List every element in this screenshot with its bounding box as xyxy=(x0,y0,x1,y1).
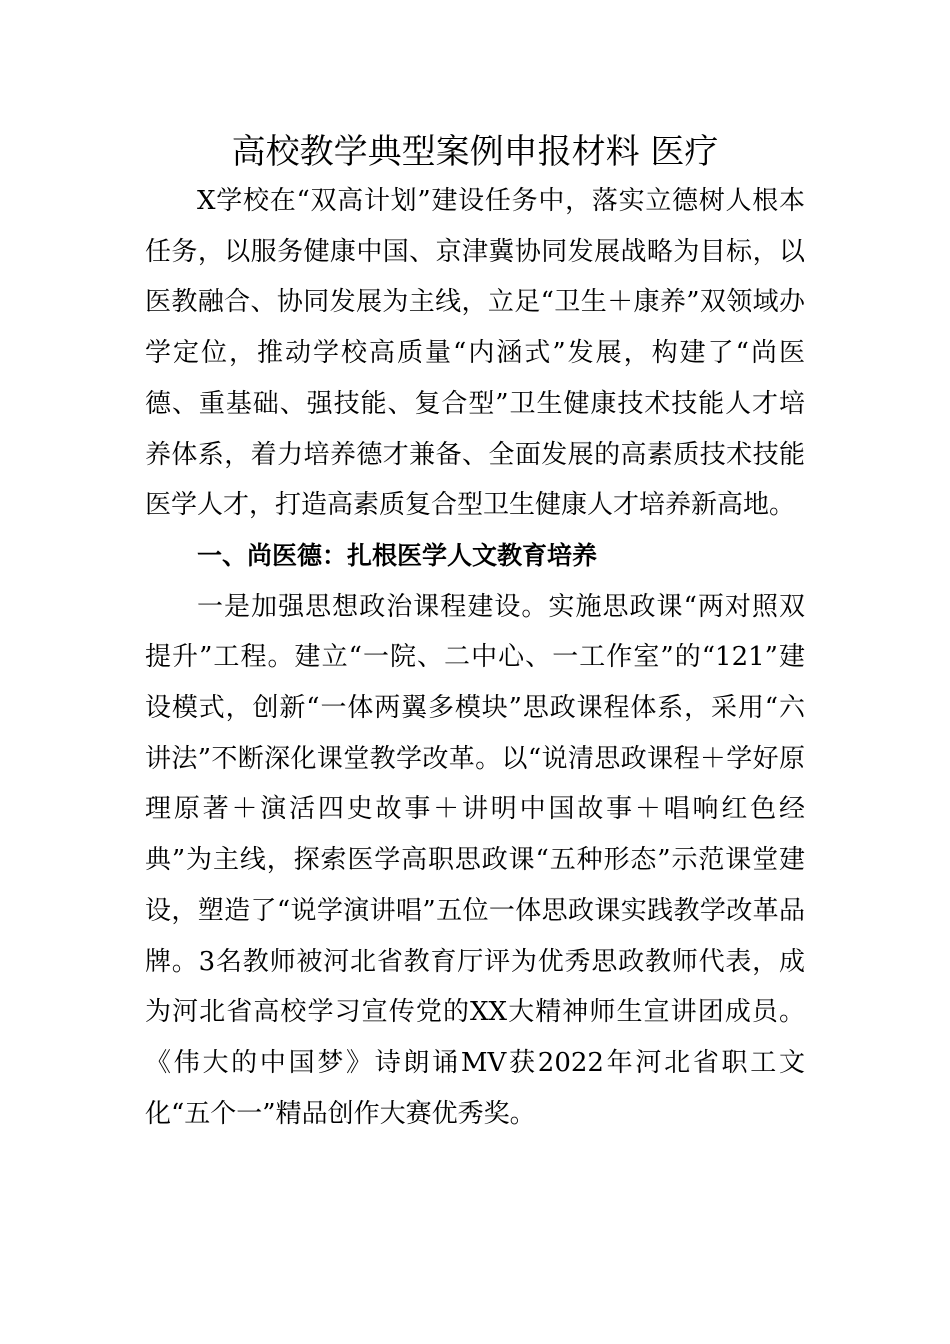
section-heading: 一、尚医德：扎根医学人文教育培养 xyxy=(197,540,598,570)
document-body xyxy=(145,176,805,1139)
intro-paragraph: X学校在“双高计划”建设任务中，落实立德树人根本任务，以服务健康中国、京津冀协同发展战略为目标，以医教融合、协同发展为主线，立足“卫生＋康养”双领域办学定位，推动学校高质量“内涵式”发展，构建了“尚医德、重基础、强技能、复合型”卫生健康技术技能人才培养体系，着力培养德才兼备、全面发展的高素质技术技能医学人才，打造高素质复合型卫生健康人才培养新高地。 xyxy=(145,186,805,521)
document-title: 高校教学典型案例申报材料 医疗 xyxy=(231,132,719,172)
section-paragraph: 一是加强思想政治课程建设。实施思政课“两对照双提升”工程。建立“一院、二中心、一工作室”的“121”建设模式，创新“一体两翼多模块”思政课程体系，采用“六讲法”不断深化课堂教学改革。以“说清思政课程＋学好原理原著＋演活四史故事＋讲明中国故事＋唱响红色经典”为主线，探索医学高职思政课“五种形态”示范课堂建设，塑造了“说学演讲唱”五位一体思政课实践教学改革品牌。3名教师被河北省教育厅评为优秀思政教师代表，成为河北省高校学习宣传党的XX大精神师生宣讲团成员。《伟大的中国梦》诗朗诵MV获2022年河北省职工文化“五个一”精品创作大赛优秀奖。 xyxy=(145,591,805,1129)
